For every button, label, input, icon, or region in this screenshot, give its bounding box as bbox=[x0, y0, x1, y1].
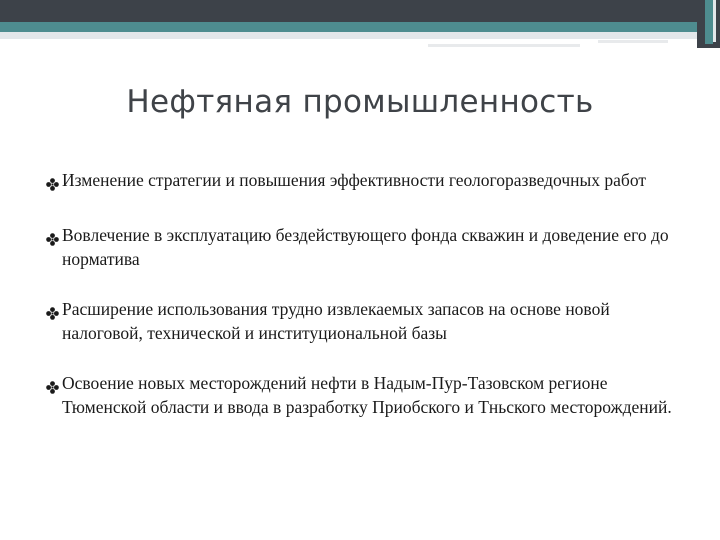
list-item bbox=[46, 297, 676, 345]
bullet-list bbox=[46, 168, 676, 445]
list-item bbox=[46, 223, 676, 271]
bullet-text: Расширение использования трудно извлекаемых запасов на основе новой налоговой, технической и институциональной базы bbox=[62, 299, 610, 343]
header-light-bar bbox=[0, 32, 720, 39]
diamond-bullet-icon bbox=[46, 376, 60, 400]
diamond-bullet-icon bbox=[46, 173, 60, 197]
corner-tab-light bbox=[713, 0, 716, 42]
list-item bbox=[46, 168, 676, 197]
header-decor-line bbox=[598, 40, 668, 43]
diamond-bullet-icon bbox=[46, 228, 60, 252]
corner-tab-accent bbox=[705, 0, 713, 44]
list-item bbox=[46, 371, 676, 419]
header-dark-bar bbox=[0, 0, 720, 22]
diamond-bullet-icon bbox=[46, 302, 60, 326]
bullet-text: Вовлечение в эксплуатацию бездействующего фонда скважин и доведение его до норматива bbox=[62, 225, 669, 269]
bullet-text: Изменение стратегии и повышения эффективности геологоразведочных работ bbox=[62, 170, 646, 190]
header-decor-line bbox=[428, 44, 580, 47]
bullet-text: Освоение новых месторождений нефти в Надым-Пур-Тазовском регионе Тюменской области и ввода в разработку Приобского и Тньского месторождений. bbox=[62, 373, 672, 417]
header-accent-bar bbox=[0, 22, 720, 32]
slide-title: Нефтяная промышленность bbox=[126, 84, 594, 120]
